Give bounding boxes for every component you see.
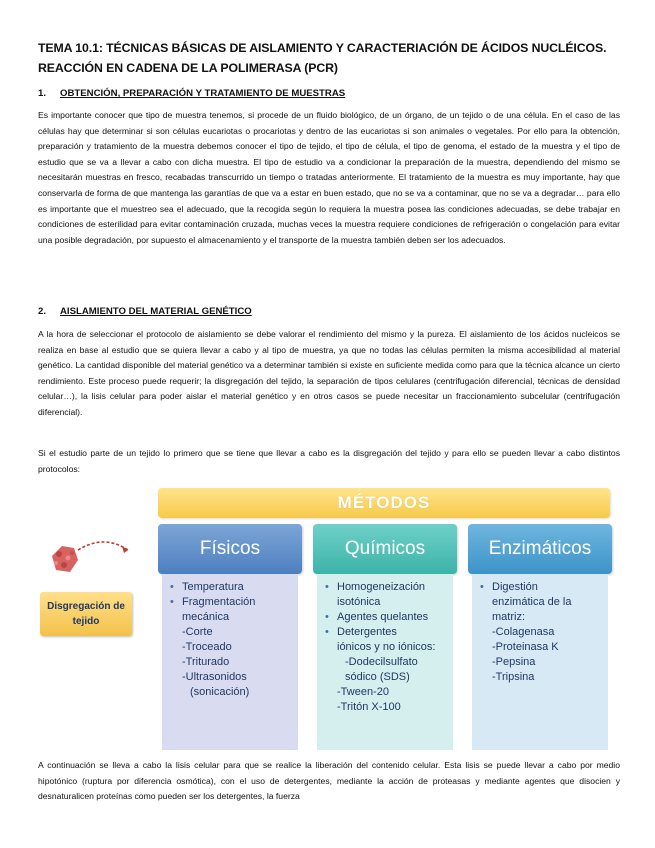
column-enzymatic [468, 524, 612, 750]
column-enzymatic-body [472, 574, 608, 750]
column-physical [158, 524, 302, 750]
column-enzymatic-title: Enzimáticos [468, 524, 612, 574]
list-item: (sonicación) [190, 686, 250, 698]
list-item: • Detergentes [337, 625, 449, 640]
section-2-paragraph-1: A la hora de seleccionar el protocolo de aislamiento se debe valorar el rendimiento del mismo y la pureza. El aislamiento de los ácidos nucleicos se realiza en base al estudio que se quiera llevar a cabo y al tipo de muestra, ya que no todas las células permiten la misma accesibilidad al material genético. La cantidad disponible del material genético va a determinar también si existe en suficiente medida como para que la técnica alcance un cierto rendimiento. Este proceso puede requerir; la disgregación del tejido, la separación de tipos celulares (centrifugación diferencial, técnicas de densidad celular…), la lisis celular para poder aislar el material genético y en otros casos se puede necesitar un fraccionamiento subcelular (centrifugación diferencial). [38, 329, 620, 417]
list-item: -Ultrasonidos [182, 671, 247, 683]
section-1-number: 1. [38, 88, 47, 99]
list-item: • Homogeneización [337, 580, 449, 595]
list-item: -Corte [182, 626, 213, 638]
tissue-disaggregation-label [40, 592, 132, 636]
section-2-label: AISLAMIENTO DEL MATERIAL GENÉTICO [60, 306, 252, 317]
column-chemical-title: Químicos [313, 524, 457, 574]
column-physical-title: Físicos [158, 524, 302, 574]
list-item: • Fragmentación [182, 595, 294, 610]
list-item: • Digestión [492, 580, 604, 595]
list-item: -Tween-20 [337, 686, 389, 698]
list-item: -Troceado [182, 641, 232, 653]
section-1-label: OBTENCIÓN, PREPARACIÓN Y TRATAMIENTO DE MUESTRAS [60, 88, 346, 99]
list-item: -Proteinasa K [492, 641, 559, 653]
list-item: enzimática de la [492, 596, 572, 608]
section-1-paragraph: Es importante conocer que tipo de muestra tenemos, si procede de un fluido biológico, de un órgano, de un tejido o de una célula. En el caso de las células hay que determinar si son células eucariotas o procariotas y dentro de las eucariotas si son animales o vegetales. Por ello para la obtención, preparación y tratamiento de la muestra debemos conocer el tipo de tejido, el tipo de célula, el tipo de genoma, el estado de la muestra y el tipo de estudio que se va a llevar a cabo con dicha muestra. El tipo de estudio va a condicionar la preparación de la muestra, dependiendo del mismo se necesitarán muestras en fresco, recabadas transcurrido un tiempo o tratadas anteriormente. El tratamiento de la muestra es muy importante, hay que conservarla de forma de que mantenga las garantías de que va a estar en buen estado, que no se va a contaminar, que no se va a degradar… para ello es importante que el muestreo sea el adecuado, que la recogida según lo requiera la muestra posea las condiciones adecuadas, se debe trabajar en condiciones de esterilidad para evitar contaminación cruzada, muchas veces la muestra requiere condiciones de refrigeración o congelación para evitar una posible degradación, por supuesto el almacenamiento y el transporte de la muestra también deben ser los adecuados. [38, 110, 620, 245]
column-chemical-body [317, 574, 453, 750]
tissue-chunk-icon [52, 546, 78, 572]
column-physical-body [162, 574, 298, 750]
list-item: • Agentes quelantes [337, 610, 449, 625]
list-item: -Dodecilsulfato [345, 656, 418, 668]
list-item: iónicos y no iónicos: [337, 641, 436, 653]
list-item: • Temperatura [182, 580, 294, 595]
list-item: sódico (SDS) [345, 671, 410, 683]
list-item: -Tritón X-100 [337, 701, 401, 713]
list-item: -Colagenasa [492, 626, 555, 638]
list-item: -Tripsina [492, 671, 535, 683]
tissue-sample-icon [44, 536, 154, 586]
list-item: matriz: [492, 611, 525, 623]
title-line-1: TEMA 10.1: TÉCNICAS BÁSICAS DE AISLAMIENTO Y CARACTERIACIÓN DE ÁCIDOS NUCLÉICOS. [38, 41, 607, 55]
title-line-2: REACCIÓN EN CADENA DE LA POLIMERASA (PCR) [38, 61, 338, 75]
tissue-label-line-1: Disgregación de [47, 601, 125, 612]
list-item: mecánica [182, 611, 230, 623]
methods-header [158, 488, 610, 518]
section-2-number: 2. [38, 306, 47, 317]
column-chemical [313, 524, 457, 750]
list-item: -Pepsina [492, 656, 536, 668]
list-item: isotónica [337, 596, 381, 608]
section-2-paragraph-2: Si el estudio parte de un tejido lo primero que se tiene que llevar a cabo es la disgregación del tejido y para ello se pueden llevar a cabo distintos protocolos: [38, 448, 620, 474]
arrow-icon [78, 542, 128, 550]
section-2-paragraph-3: A continuación se lleva a cabo la lisis celular para que se realice la liberación del contenido celular. Esta lisis se puede llevar a cabo por medio hipotónico (ruptura por diferencia osmótica), con el uso de detergentes, mediante la acción de proteasas y mediante agentes que disocien y desnaturalicen proteínas como pueden ser los detergentes, la fuerza [38, 760, 620, 802]
tissue-label-line-2: tejido [72, 616, 100, 627]
list-item: -Triturado [182, 656, 230, 668]
methods-title: MÉTODOS [337, 493, 431, 512]
